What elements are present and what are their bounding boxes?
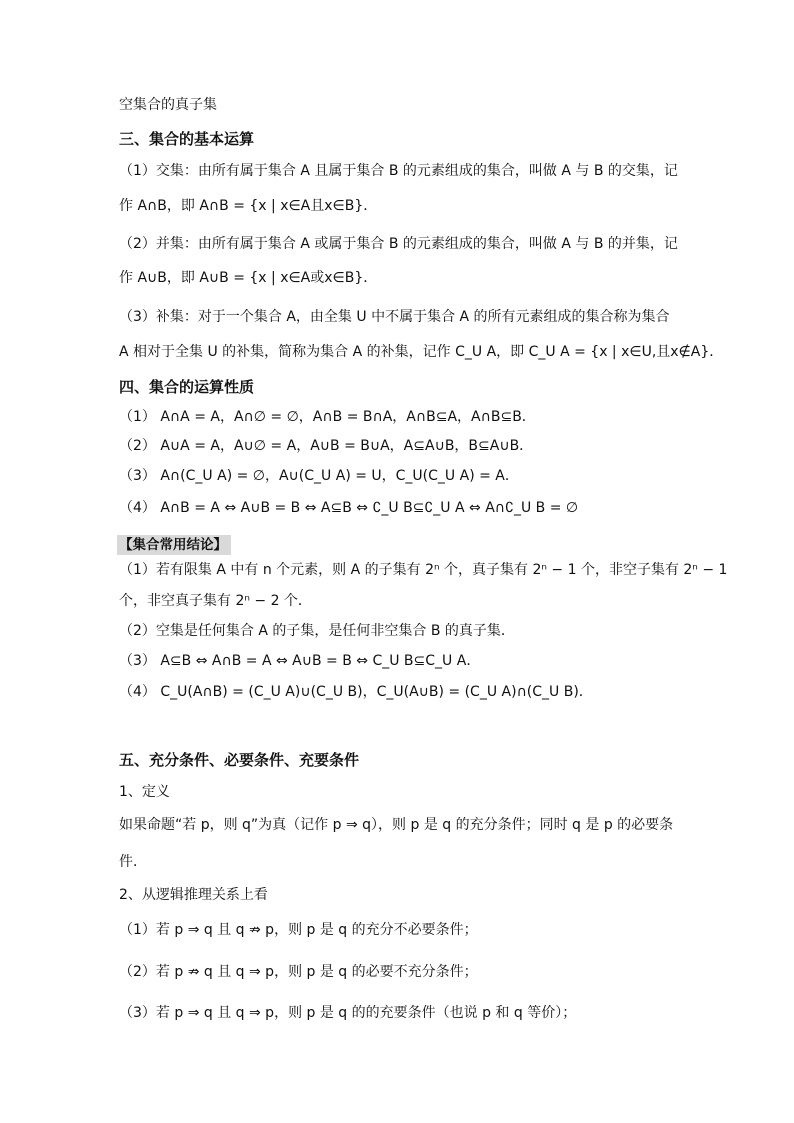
- text-line: （2）空集是任何集合 A 的子集，是任何非空集合 B 的真子集．: [119, 623, 515, 639]
- text-line: （1）交集：由所有属于集合 A 且属于集合 B 的元素组成的集合，叫做 A 与 B 的交集，记: [119, 163, 678, 179]
- text-line: （1）若有限集 A 中有 n 个元素，则 A 的子集有 2ⁿ 个，真子集有 2ⁿ − 1 个，非空子集有 2ⁿ − 1: [119, 562, 728, 578]
- section-heading: 三、集合的基本运算: [119, 130, 255, 148]
- text-line: （3）补集：对于一个集合 A，由全集 U 中不属于集合 A 的所有元素组成的集合称为集合: [119, 309, 670, 325]
- text-line: （3） A∩(C_U A) = ∅，A∪(C_U A) = U，C_U(C_U A) = A．: [119, 468, 519, 484]
- text-line: 作 A∩B，即 A∩B = {x | x∈A且x∈B}．: [119, 198, 378, 214]
- text-line: （4） C_U(A∩B) = (C_U A)∪(C_U B)，C_U(A∪B) = (C_U A)∩(C_U B)．: [119, 684, 593, 700]
- text-line: 个，非空真子集有 2ⁿ − 2 个．: [119, 593, 312, 609]
- text-line: A 相对于全集 U 的补集，简称为集合 A 的补集，记作 C_U A，即 C_U A = {x | x∈U,且x∉A}．: [119, 344, 724, 360]
- text-line: （4） A∩B = A ⇔ A∪B = B ⇔ A⊆B ⇔ ∁_U B⊆∁_U A ⇔ A∩∁_U B = ∅: [119, 500, 579, 516]
- text-line: （1） A∩A = A，A∩∅ = ∅，A∩B = B∩A，A∩B⊆A，A∩B⊆B．: [119, 409, 536, 425]
- section-heading: 五、充分条件、必要条件、充要条件: [119, 751, 360, 769]
- text-line: 2、从逻辑推理关系上看: [119, 887, 268, 903]
- text-line: 1、定义: [119, 784, 170, 800]
- text-line: 作 A∪B，即 A∪B = {x | x∈A或x∈B}．: [119, 270, 378, 286]
- conclusion-tag: 【集合常用结论】: [117, 535, 231, 555]
- text-line: （2）并集：由所有属于集合 A 或属于集合 B 的元素组成的集合，叫做 A 与 B 的并集，记: [119, 236, 678, 252]
- text-line: （2）若 p ⇏ q 且 q ⇒ p，则 p 是 q 的必要不充分条件；: [119, 964, 478, 980]
- text-line: （3）若 p ⇒ q 且 q ⇒ p，则 p 是 q 的的充要条件（也说 p 和 q 等价）；: [119, 1005, 577, 1021]
- text-line: （2） A∪A = A，A∪∅ = A，A∪B = B∪A，A⊆A∪B，B⊆A∪B．: [119, 438, 534, 454]
- text-line: 件．: [119, 854, 147, 870]
- text-line: （3） A⊆B ⇔ A∩B = A ⇔ A∪B = B ⇔ C_U B⊆C_U A．: [119, 653, 481, 669]
- section-heading: 四、集合的运算性质: [119, 378, 255, 396]
- text-line: （1）若 p ⇒ q 且 q ⇏ p，则 p 是 q 的充分不必要条件；: [119, 922, 478, 938]
- text-line: 空集合的真子集: [119, 97, 217, 113]
- text-line: 如果命题“若 p，则 q”为真（记作 p ⇒ q），则 p 是 q 的充分条件；同时 q 是 p 的必要条: [119, 817, 674, 833]
